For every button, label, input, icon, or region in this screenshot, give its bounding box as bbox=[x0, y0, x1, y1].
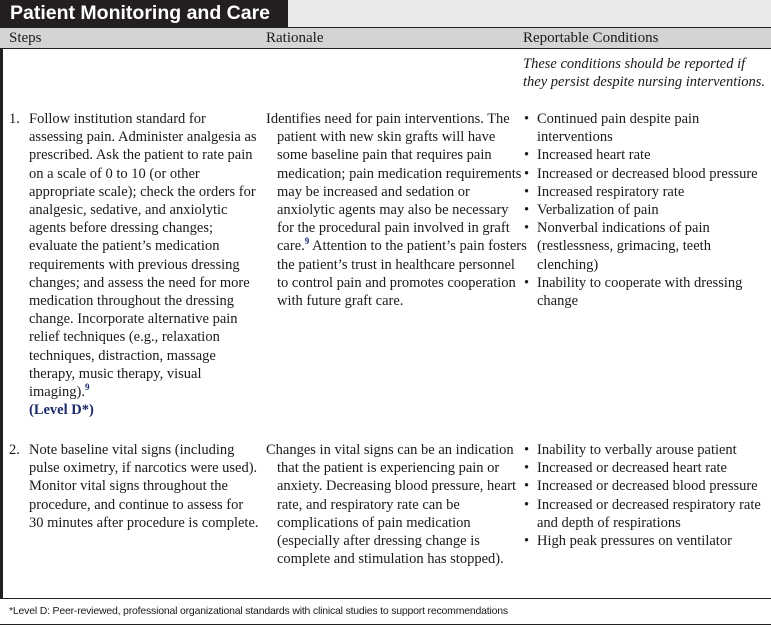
bullet-icon: • bbox=[524, 533, 530, 550]
step-text: Follow institution standard for assessing pain. Administer analgesia as prescribed. Ask the patient to rate pain on a scale of 0 to 10 (or other appropriate scale); check the orders for analgesic, sedative, and anxiolytic agents before dressing changes; evaluate the patient’s medication requirements with previous dressing changes; and assess the need for more medication throughout the dressing change. Incorporate alternative pain relief techniques (e.g., relaxation techniques, distraction, massage therapy, music therapy, visual imaging). bbox=[29, 111, 257, 401]
bullet-icon: • bbox=[524, 147, 530, 164]
reference-superscript: 9 bbox=[304, 236, 310, 247]
column-header-reportable-conditions: Reportable Conditions bbox=[523, 30, 659, 46]
rationale-text-continued: Attention to the patient’s pain fosters the patient’s trust in healthcare personnel to control pain and promotes cooperation with future graft care. bbox=[277, 238, 527, 310]
step-number: 1. bbox=[9, 111, 20, 127]
list-item: • Nonverbal indications of pain (restlessness, grimacing, teeth clenching) bbox=[524, 220, 711, 273]
left-border-rule bbox=[0, 27, 3, 598]
step-text: Note baseline vital signs (including pulse oximetry, if narcotics were used). Monitor vital signs throughout the procedure, and continue to assess for 30 minutes after procedure is complete. bbox=[29, 442, 259, 531]
list-item: • Continued pain despite pain interventions bbox=[524, 111, 700, 146]
rationale-text: Identifies need for pain interventions. The patient with new skin grafts will have some baseline pain that requires pain medication; pain medication requirements may be increased and sedation or anxiolytic agents may also be necessary for the procedural pain involved in graft care. bbox=[266, 111, 522, 255]
list-item: • Inability to cooperate with dressing change bbox=[524, 274, 743, 310]
table-header-row bbox=[0, 27, 771, 49]
column-header-rationale: Rationale bbox=[266, 30, 324, 46]
list-item: • Verbalization of pain bbox=[524, 202, 659, 219]
reference-superscript: 9 bbox=[84, 382, 90, 393]
page-title: Patient Monitoring and Care bbox=[0, 0, 288, 27]
step-number: 2. bbox=[9, 442, 20, 458]
list-item: • Increased or decreased blood pressure bbox=[524, 165, 758, 182]
bullet-icon: • bbox=[524, 478, 530, 495]
step-1 bbox=[9, 110, 261, 419]
bullet-icon: • bbox=[524, 496, 530, 513]
rationale-1 bbox=[266, 110, 529, 310]
list-item: • Increased or decreased heart rate bbox=[524, 460, 727, 477]
list-item: • High peak pressures on ventilator bbox=[524, 533, 732, 550]
bullet-icon: • bbox=[524, 111, 530, 127]
footnote: *Level D: Peer-reviewed, professional organizational standards with clinical studies to support recommendations bbox=[0, 598, 771, 625]
bullet-icon: • bbox=[524, 202, 530, 219]
list-item: • Increased heart rate bbox=[524, 147, 651, 164]
evidence-level: (Level D*) bbox=[29, 402, 94, 419]
column-header-steps: Steps bbox=[9, 30, 42, 46]
list-item: • Increased respiratory rate bbox=[524, 183, 685, 200]
step-2 bbox=[9, 441, 261, 532]
bullet-icon: • bbox=[524, 165, 530, 182]
list-item: • Inability to verbally arouse patient bbox=[524, 442, 737, 458]
reportable-intro-note: These conditions should be reported if they persist despite nursing interventions. bbox=[523, 56, 766, 91]
bullet-icon: • bbox=[524, 274, 530, 291]
reportable-list-2 bbox=[523, 441, 771, 550]
list-item: • Increased or decreased respiratory rate and depth of respirations bbox=[524, 496, 761, 531]
bullet-icon: • bbox=[524, 183, 530, 200]
reportable-list-1 bbox=[523, 110, 771, 310]
bullet-icon: • bbox=[524, 220, 530, 237]
bullet-icon: • bbox=[524, 442, 530, 458]
rationale-2: Changes in vital signs can be an indication that the patient is experiencing pain or anxiety. Decreasing blood pressure, heart rate, and respiratory rate can be complications of pain medication (especially after dressing change is complete and stimulation has stopped). bbox=[266, 442, 517, 568]
list-item: • Increased or decreased blood pressure bbox=[524, 478, 758, 495]
bullet-icon: • bbox=[524, 460, 530, 477]
